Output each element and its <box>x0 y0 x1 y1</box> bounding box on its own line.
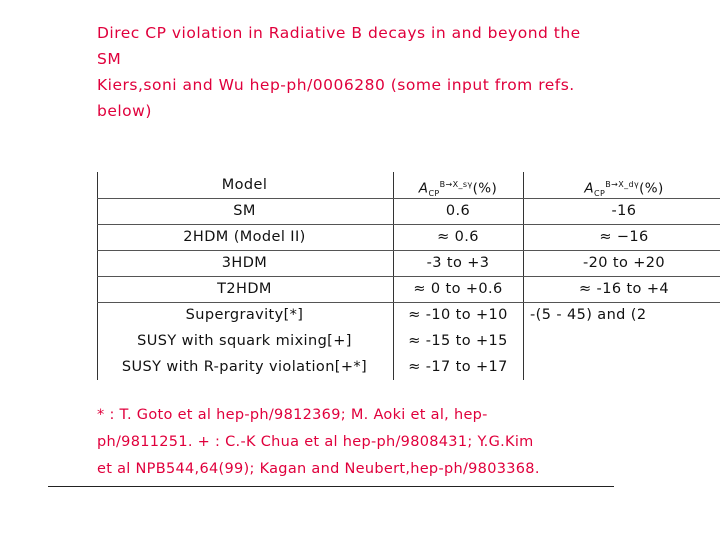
row-acp-xs: ≈ -15 to +15 <box>408 333 508 349</box>
references-line-1: * : T. Goto et al hep-ph/9812369; M. Aoki et al, hep- <box>97 407 488 423</box>
table-row <box>97 198 720 224</box>
table-row <box>97 354 720 380</box>
table-row <box>97 250 720 276</box>
row-acp-xd: -16 <box>611 203 637 219</box>
row-acp-xd: -20 to +20 <box>582 255 666 271</box>
header-acp-xd-sup: B→X_dγ <box>605 180 640 189</box>
header-model: Model <box>221 177 268 193</box>
header-acp-xs-sup: B→X_sγ <box>439 180 473 189</box>
title-line-4: below) <box>97 102 152 120</box>
row-acp-xs: -3 to +3 <box>426 255 490 271</box>
row-model: SM <box>233 203 256 219</box>
row-acp-xd: ≈ -16 to +4 <box>579 281 669 297</box>
row-model: SUSY with R-parity violation[+*] <box>121 359 368 375</box>
table-header-row <box>97 172 720 198</box>
table-row <box>97 328 720 354</box>
header-acp-xs-label: A <box>418 180 429 197</box>
table-row <box>97 302 720 328</box>
title-line-2: SM <box>97 50 122 68</box>
table-row <box>97 276 720 302</box>
row-acp-xs: ≈ 0 to +0.6 <box>413 281 503 297</box>
table-row <box>97 224 720 250</box>
row-acp-xd <box>524 354 720 380</box>
row-acp-xs: ≈ 0.6 <box>437 229 479 245</box>
header-acp-xd-unit: (%) <box>639 180 664 197</box>
bottom-rule <box>48 486 614 487</box>
row-acp-xd <box>524 328 720 354</box>
header-acp-xs <box>394 172 522 198</box>
row-model: 3HDM <box>221 255 268 271</box>
references <box>97 402 622 483</box>
header-acp-xs-sub: CP <box>428 189 440 199</box>
row-acp-xs: ≈ -10 to +10 <box>408 307 508 323</box>
title-line-3: Kiers,soni and Wu hep-ph/0006280 (some input from refs. <box>97 76 575 94</box>
header-acp-xs-unit: (%) <box>472 180 498 197</box>
slide-title <box>97 20 622 124</box>
row-acp-xd: ≈ −16 <box>599 229 649 245</box>
header-acp-xd-label: A <box>584 180 594 197</box>
title-line-1: Direc CP violation in Radiative B decays in and beyond the <box>97 24 581 42</box>
row-model: T2HDM <box>217 281 272 297</box>
row-acp-xd: -(5 - 45) and (2 <box>530 307 647 323</box>
header-acp-xd-sub: CP <box>593 189 606 199</box>
row-model: SUSY with squark mixing[+] <box>137 333 352 349</box>
row-acp-xs: 0.6 <box>445 203 471 219</box>
references-line-2: ph/9811251. + : C.-K Chua et al hep-ph/9808431; Y.G.Kim <box>97 434 534 450</box>
row-model: 2HDM (Model II) <box>183 229 306 245</box>
header-acp-xd <box>524 172 720 198</box>
row-acp-xs: ≈ -17 to +17 <box>408 359 508 375</box>
row-model: Supergravity[*] <box>185 307 304 323</box>
references-line-3: et al NPB544,64(99); Kagan and Neubert,hep-ph/9803368. <box>97 461 540 477</box>
cp-violation-table <box>97 172 720 380</box>
